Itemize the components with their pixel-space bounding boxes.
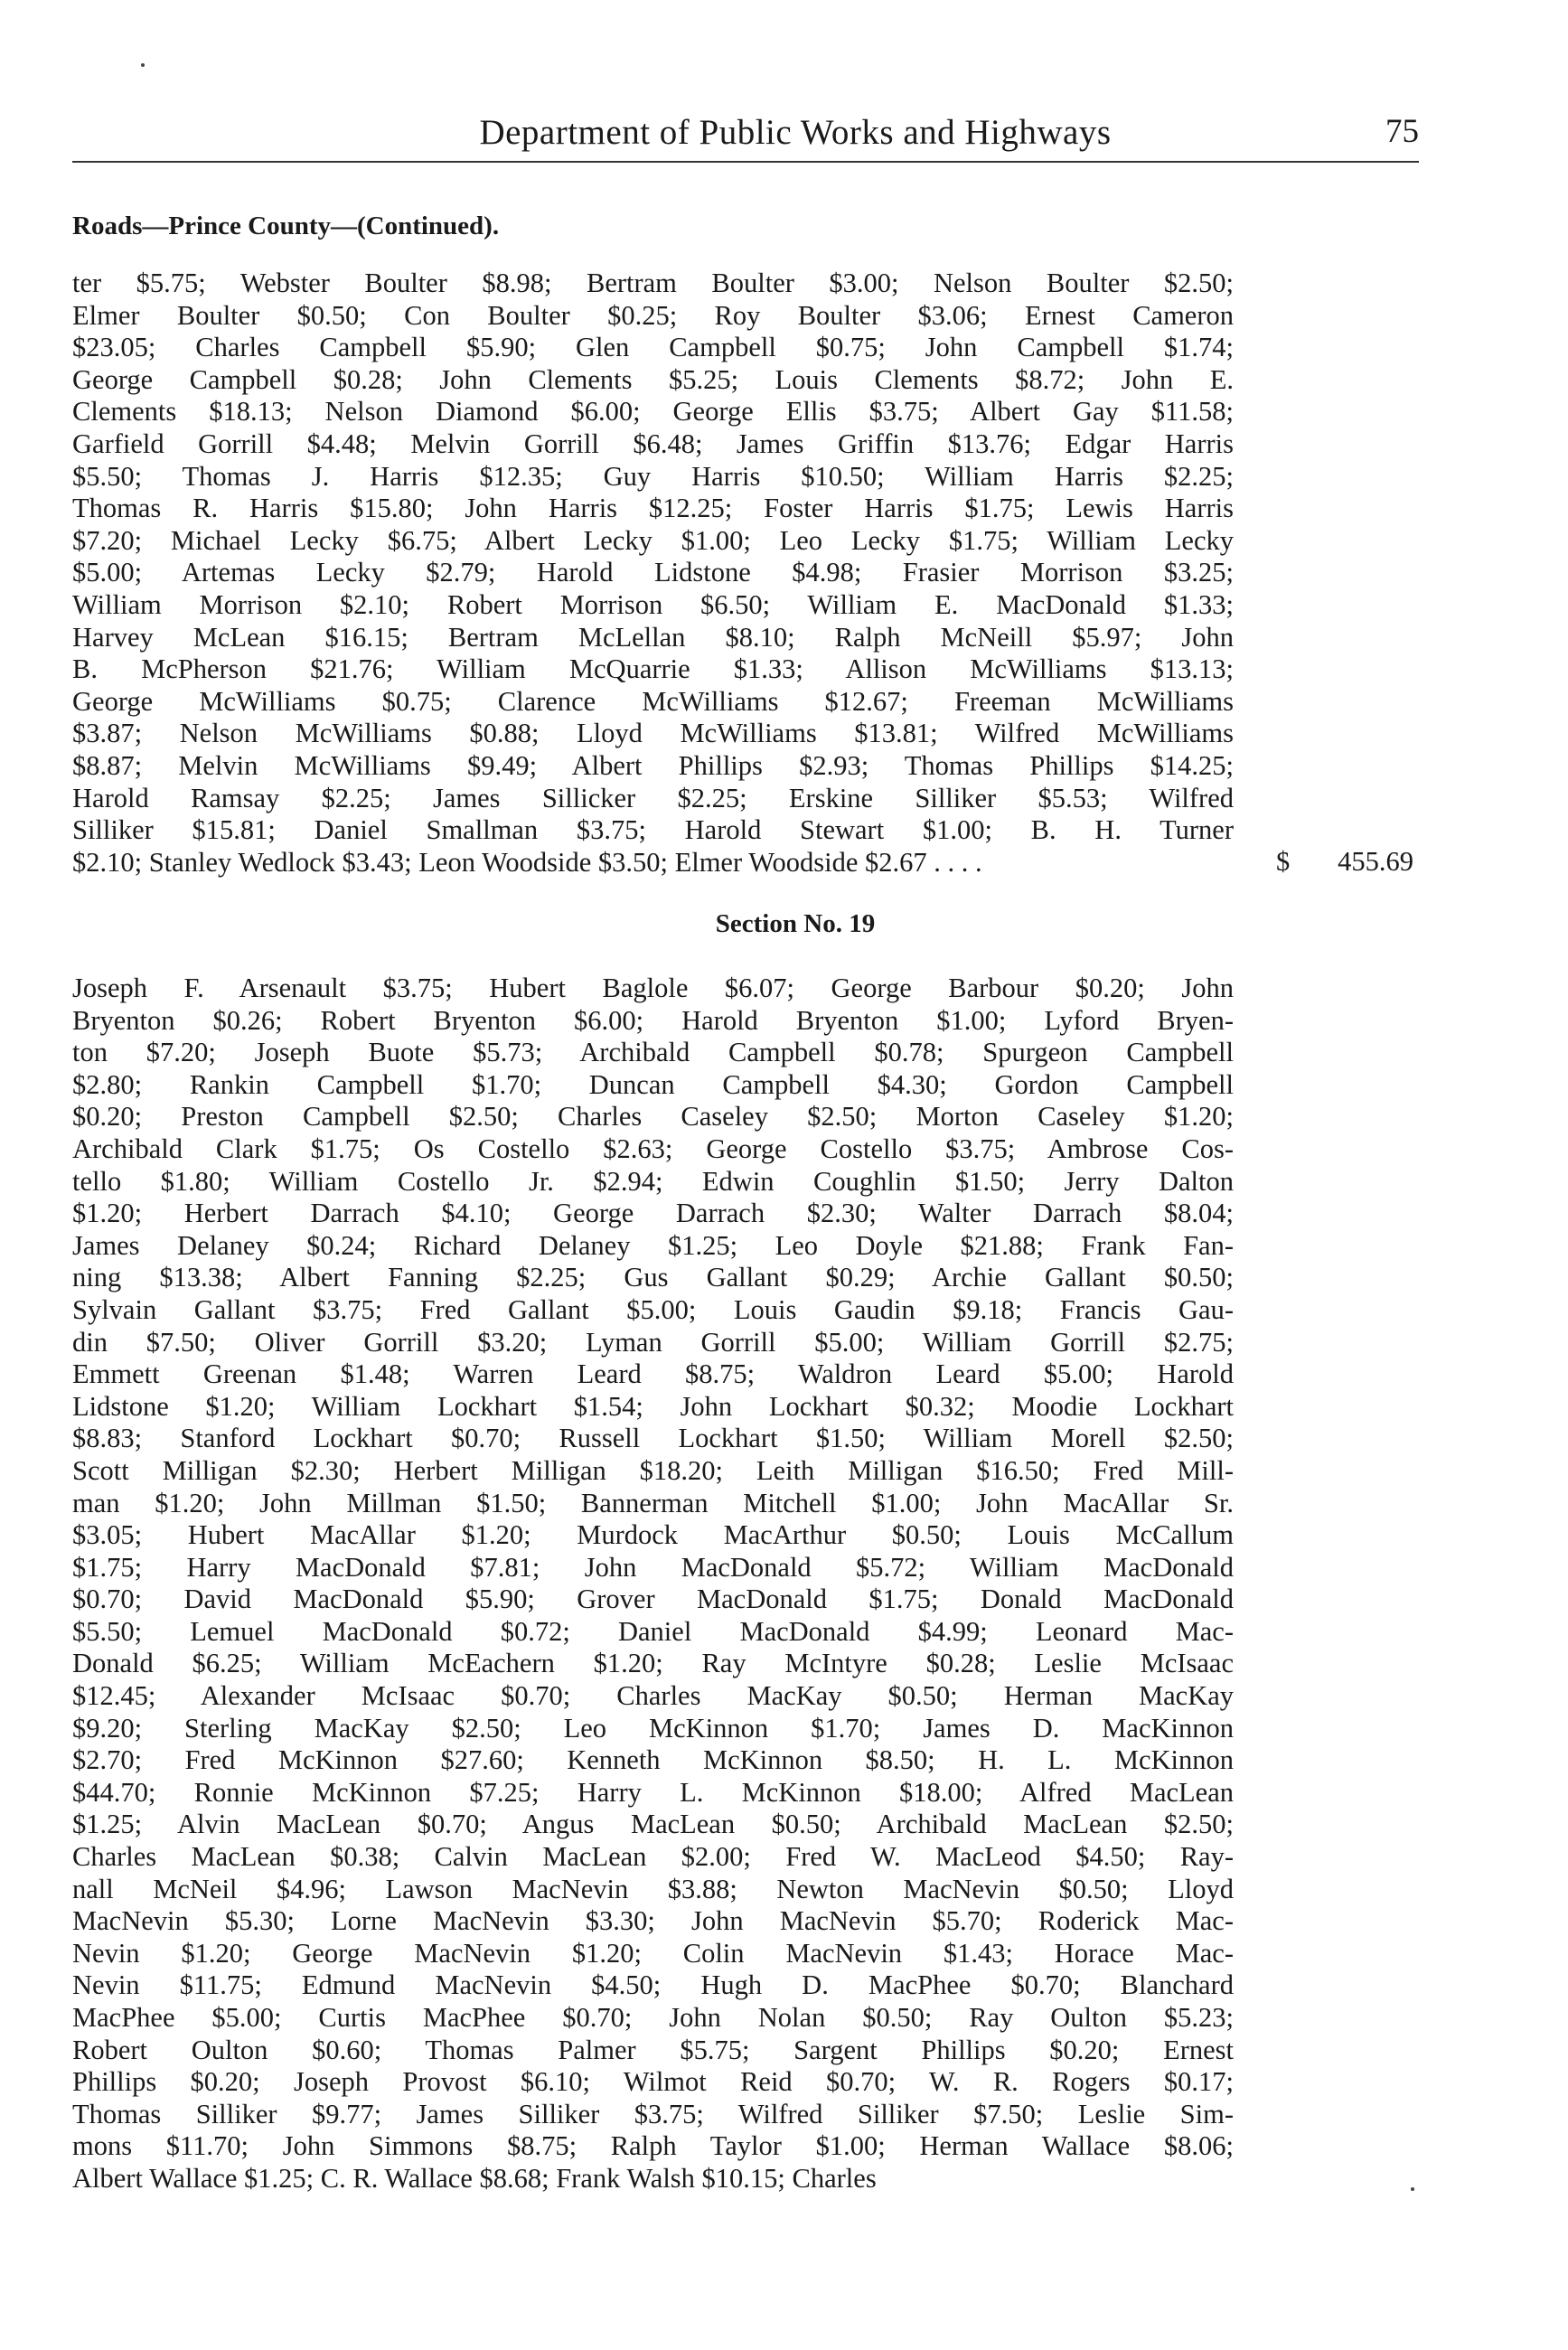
text-line: Nevin $1.20; George MacNevin $1.20; Colin MacNevin $1.43; Horace Mac- (72, 1937, 1234, 1969)
text-line: Thomas R. Harris $15.80; John Harris $12.25; Foster Harris $1.75; Lewis Harris (72, 493, 1234, 524)
section-total (1256, 845, 1419, 878)
text-line: Emmett Greenan $1.48; Warren Leard $8.75; Waldron Leard $5.00; Harold (72, 1358, 1234, 1390)
total-currency: $ (1276, 846, 1291, 877)
text-line: tello $1.80; William Costello Jr. $2.94; Edwin Coughlin $1.50; Jerry Dalton (72, 1165, 1234, 1197)
text-line: $5.00; Artemas Lecky $2.79; Harold Lidstone $4.98; Frasier Morrison $3.25; (72, 557, 1234, 588)
text-line: $12.45; Alexander McIsaac $0.70; Charles MacKay $0.50; Herman MacKay (72, 1680, 1234, 1712)
text-line: Joseph F. Arsenault $3.75; Hubert Baglole $6.07; George Barbour $0.20; John (72, 973, 1234, 1003)
text-line: $3.05; Hubert MacAllar $1.20; Murdock MacArthur $0.50; Louis McCallum (72, 1519, 1234, 1551)
text-line: ning $13.38; Albert Fanning $2.25; Gus Gallant $0.29; Archie Gallant $0.50; (72, 1262, 1234, 1293)
text-line: $0.20; Preston Campbell $2.50; Charles Caseley $2.50; Morton Caseley $1.20; (72, 1101, 1234, 1133)
running-header (72, 107, 1419, 163)
text-line: Phillips $0.20; Joseph Provost $6.10; Wilmot Reid $0.70; W. R. Rogers $0.17; (72, 2066, 1234, 2098)
text-line: nall McNeil $4.96; Lawson MacNevin $3.88; Newton MacNevin $0.50; Lloyd (72, 1873, 1234, 1904)
text-line: B. McPherson $21.76; William McQuarrie $1.33; Allison McWilliams $13.13; (72, 653, 1234, 685)
text-line: Archibald Clark $1.75; Os Costello $2.63; George Costello $3.75; Ambrose Cos- (72, 1133, 1234, 1164)
text-line: man $1.20; John Millman $1.50; Bannerman Mitchell $1.00; John MacAllar Sr. (72, 1487, 1234, 1518)
text-line: Elmer Boulter $0.50; Con Boulter $0.25; Roy Boulter $3.06; Ernest Cameron (72, 299, 1234, 331)
text-line: $9.20; Sterling MacKay $2.50; Leo McKinnon $1.70; James D. MacKinnon (72, 1712, 1234, 1744)
text-line: James Delaney $0.24; Richard Delaney $1.25; Leo Doyle $21.88; Frank Fan- (72, 1229, 1234, 1261)
text-line: $1.20; Herbert Darrach $4.10; George Darrach $2.30; Walter Darrach $8.04; (72, 1198, 1234, 1229)
scan-speck (1411, 2187, 1414, 2191)
section-heading: Section No. 19 (715, 909, 876, 938)
page-number: 75 (1385, 113, 1419, 150)
scan-speck (141, 63, 145, 67)
text-line: $3.87; Nelson McWilliams $0.88; Lloyd McWilliams $13.81; Wilfred McWilliams (72, 718, 1234, 749)
text-line: Sylvain Gallant $3.75; Fred Gallant $5.00; Louis Gaudin $9.18; Francis Gau- (72, 1293, 1234, 1325)
text-line: Clements $18.13; Nelson Diamond $6.00; George Ellis $3.75; Albert Gay $11.58; (72, 396, 1234, 428)
text-line: $8.83; Stanford Lockhart $0.70; Russell Lockhart $1.50; William Morell $2.50; (72, 1423, 1234, 1454)
text-line: Charles MacLean $0.38; Calvin MacLean $2.00; Fred W. MacLeod $4.50; Ray- (72, 1841, 1234, 1873)
text-line: ter $5.75; Webster Boulter $8.98; Bertram Boulter $3.00; Nelson Boulter $2.50; (72, 268, 1234, 298)
text-line: Bryenton $0.26; Robert Bryenton $6.00; Harold Bryenton $1.00; Lyford Bryen- (72, 1004, 1234, 1036)
text-line: Lidstone $1.20; William Lockhart $1.54; John Lockhart $0.32; Moodie Lockhart (72, 1390, 1234, 1422)
text-line: Donald $6.25; William McEachern $1.20; Ray McIntyre $0.28; Leslie McIsaac (72, 1648, 1234, 1679)
text-line: $0.70; David MacDonald $5.90; Grover MacDonald $1.75; Donald MacDonald (72, 1584, 1234, 1615)
text-line: Harold Ramsay $2.25; James Sillicker $2.25; Erskine Silliker $5.53; Wilfred (72, 782, 1234, 813)
text-line: $44.70; Ronnie McKinnon $7.25; Harry L. McKinnon $18.00; Alfred MacLean (72, 1776, 1234, 1808)
text-line: Thomas Silliker $9.77; James Silliker $3.75; Wilfred Silliker $7.50; Leslie Sim- (72, 2098, 1234, 2129)
text-line: $2.80; Rankin Campbell $1.70; Duncan Campbell $4.30; Gordon Campbell (72, 1068, 1234, 1100)
text-line: George McWilliams $0.75; Clarence McWilliams $12.67; Freeman McWilliams (72, 685, 1234, 717)
text-line: Harvey McLean $16.15; Bertram McLellan $8.10; Ralph McNeill $5.97; John (72, 621, 1234, 653)
text-line: $5.50; Lemuel MacDonald $0.72; Daniel MacDonald $4.99; Leonard Mac- (72, 1615, 1234, 1647)
text-line: mons $11.70; John Simmons $8.75; Ralph Taylor $1.00; Herman Wallace $8.06; (72, 2130, 1234, 2162)
text-line: $2.70; Fred McKinnon $27.60; Kenneth McKinnon $8.50; H. L. McKinnon (72, 1744, 1234, 1776)
text-line: $23.05; Charles Campbell $5.90; Glen Campbell $0.75; John Campbell $1.74; (72, 332, 1234, 363)
text-line: $5.50; Thomas J. Harris $12.35; Guy Harris $10.50; William Harris $2.25; (72, 460, 1234, 492)
text-line: $1.75; Harry MacDonald $7.81; John MacDonald $5.72; William MacDonald (72, 1551, 1234, 1583)
text-line: William Morrison $2.10; Robert Morrison $6.50; William E. MacDonald $1.33; (72, 588, 1234, 620)
continued-heading: Roads—Prince County—(Continued). (72, 212, 500, 240)
text-line: Robert Oulton $0.60; Thomas Palmer $5.75; Sargent Phillips $0.20; Ernest (72, 2034, 1234, 2065)
text-line: Albert Wallace $1.25; C. R. Wallace $8.68; Frank Walsh $10.15; Charles (72, 2162, 877, 2194)
text-line: Garfield Gorrill $4.48; Melvin Gorrill $6.48; James Griffin $13.76; Edgar Harris (72, 428, 1234, 459)
text-line: Scott Milligan $2.30; Herbert Milligan $18.20; Leith Milligan $16.50; Fred Mill- (72, 1454, 1234, 1486)
text-line: $7.20; Michael Lecky $6.75; Albert Lecky $1.00; Leo Lecky $1.75; William Lecky (72, 524, 1234, 556)
text-line: Nevin $11.75; Edmund MacNevin $4.50; Hugh D. MacPhee $0.70; Blanchard (72, 1969, 1234, 2001)
body-paragraph-roads (72, 268, 1234, 879)
total-amount: 455.69 (1338, 846, 1413, 877)
text-line: din $7.50; Oliver Gorrill $3.20; Lyman Gorrill $5.00; William Gorrill $2.75; (72, 1326, 1234, 1358)
text-line: ton $7.20; Joseph Buote $5.73; Archibald Campbell $0.78; Spurgeon Campbell (72, 1037, 1234, 1068)
text-line: $1.25; Alvin MacLean $0.70; Angus MacLean $0.50; Archibald MacLean $2.50; (72, 1809, 1234, 1840)
text-line: George Campbell $0.28; John Clements $5.25; Louis Clements $8.72; John E. (72, 363, 1234, 395)
text-line: $2.10; Stanley Wedlock $3.43; Leon Woodside $3.50; Elmer Woodside $2.67 . . . . (72, 846, 982, 878)
body-paragraph-section-19 (72, 973, 1234, 2195)
text-line: MacPhee $5.00; Curtis MacPhee $0.70; John Nolan $0.50; Ray Oulton $5.23; (72, 2002, 1234, 2033)
running-title: Department of Public Works and Highways (479, 113, 1112, 152)
text-line: Silliker $15.81; Daniel Smallman $3.75; Harold Stewart $1.00; B. H. Turner (72, 814, 1234, 846)
text-line: MacNevin $5.30; Lorne MacNevin $3.30; John MacNevin $5.70; Roderick Mac- (72, 1905, 1234, 1937)
text-line: $8.87; Melvin McWilliams $9.49; Albert Phillips $2.93; Thomas Phillips $14.25; (72, 749, 1234, 781)
